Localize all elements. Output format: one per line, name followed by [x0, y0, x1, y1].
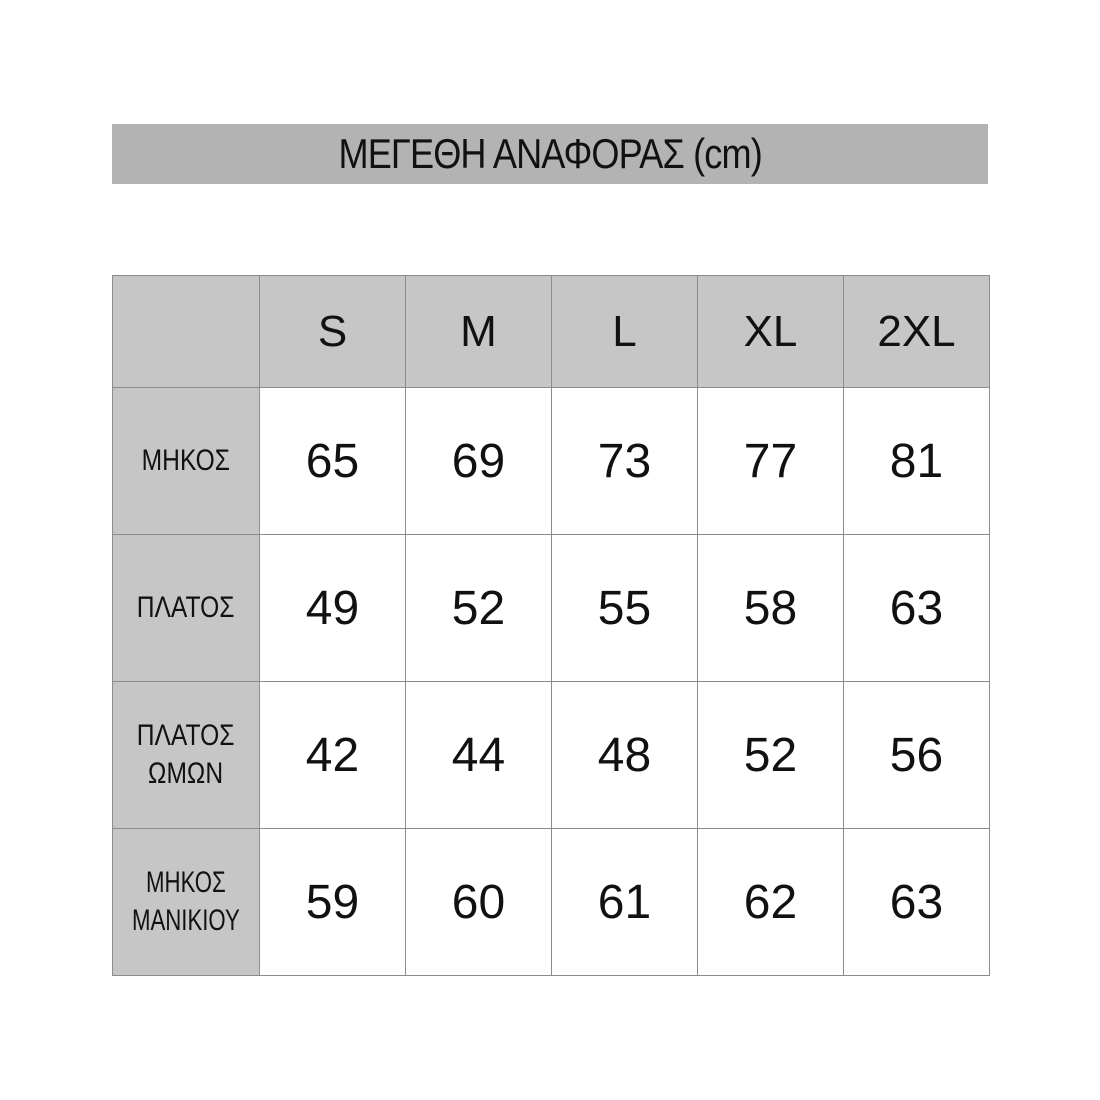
- row-label-length: [113, 388, 260, 535]
- size-header-xl: XL: [698, 276, 844, 388]
- table-cell: 55: [552, 535, 698, 682]
- table-cell: 61: [552, 829, 698, 976]
- row-label-shoulder-width: [113, 682, 260, 829]
- size-table: [112, 275, 990, 976]
- table-cell: 73: [552, 388, 698, 535]
- table-row: [113, 535, 990, 682]
- table-cell: 52: [406, 535, 552, 682]
- row-label-text: ΠΛΑΤΟΣ ΩΜΩΝ: [137, 719, 235, 790]
- size-header-2xl: 2XL: [844, 276, 990, 388]
- table-cell: 62: [698, 829, 844, 976]
- size-header-s: S: [260, 276, 406, 388]
- size-header-l: L: [552, 276, 698, 388]
- row-label-text: ΜΗΚΟΣ: [141, 444, 231, 477]
- table-cell: 59: [260, 829, 406, 976]
- table-cell: 63: [844, 535, 990, 682]
- table-cell: 49: [260, 535, 406, 682]
- corner-cell: [113, 276, 260, 388]
- row-label-text: ΜΗΚΟΣ ΜΑΝΙΚΙΟΥ: [132, 866, 240, 937]
- table-cell: 56: [844, 682, 990, 829]
- row-label-width: [113, 535, 260, 682]
- table-cell: 44: [406, 682, 552, 829]
- row-label-text: ΠΛΑΤΟΣ: [137, 591, 235, 624]
- table-cell: 48: [552, 682, 698, 829]
- table-row: [113, 388, 990, 535]
- table-row: [113, 829, 990, 976]
- table-cell: 42: [260, 682, 406, 829]
- table-cell: 63: [844, 829, 990, 976]
- table-row: [113, 682, 990, 829]
- title-bar: [112, 124, 988, 184]
- table-cell: 52: [698, 682, 844, 829]
- table-cell: 81: [844, 388, 990, 535]
- table-cell: 69: [406, 388, 552, 535]
- page-title: ΜΕΓΕΘΗ ΑΝΑΦΟΡΑΣ (cm): [338, 130, 762, 177]
- table-cell: 58: [698, 535, 844, 682]
- size-header-m: M: [406, 276, 552, 388]
- table-cell: 77: [698, 388, 844, 535]
- table-cell: 65: [260, 388, 406, 535]
- size-header-row: [113, 276, 990, 388]
- table-cell: 60: [406, 829, 552, 976]
- row-label-sleeve-length: [113, 829, 260, 976]
